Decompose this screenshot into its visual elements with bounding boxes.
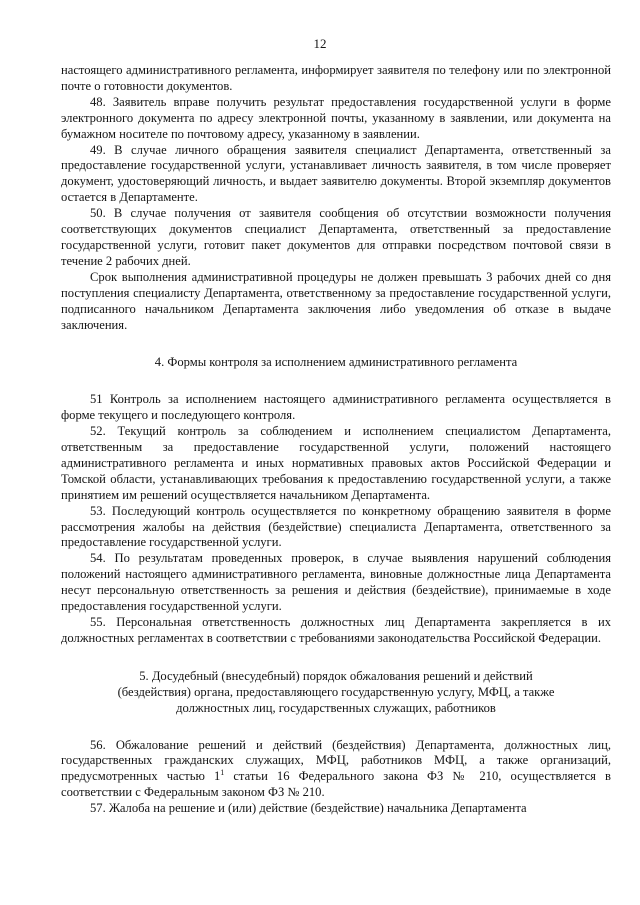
- paragraph-48: 48. Заявитель вправе получить результат предоставления государственной услуги в форме электронного документа по адресу электронной почты, указанному в заявлении, или документа на бумажном носителе по почтовому адресу, указанному в заявлении.: [61, 94, 611, 141]
- paragraph-56-part-a: 56. Обжалование решений и действий (бездействия) Департамента, должностных лиц, государственных гражданских служащих, МФЦ, работников МФЦ, а также организаций, предусмотренных частью 1: [61, 737, 611, 784]
- paragraph-50: 50. В случае получения от заявителя сообщения об отсутствии возможности получения соответствующих документов специалист Департамента, ответственный за предоставление государственной услуги, готовит пакет документов для отправки посредством почтовой связи в течение 2 рабочих дней.: [61, 206, 611, 268]
- paragraph-54: 54. По результатам проведенных проверок, в случае выявления нарушений соблюдения положений настоящего административного регламента, виновные должностные лица Департамента несут персональную ответственность за решения и действия (бездействие), принимаемые в ходе предоставления государственной услуги.: [61, 551, 611, 614]
- section-5-heading-line-3: должностных лиц, государственных служащих, работников: [176, 700, 496, 715]
- section-5-heading: [61, 669, 611, 717]
- paragraph-56-superscript: 1: [220, 768, 225, 778]
- section-4-heading: 4. Формы контроля за исполнением административного регламента: [154, 355, 518, 370]
- paragraph-56-part-b: статьи 16 Федерального закона ФЗ № 210, осуществляется в соответствии с Федеральным законом ФЗ № 210.: [61, 769, 611, 800]
- paragraph-55: 55. Персональная ответственность должностных лиц Департамента закрепляется в их должностных регламентах в соответствии с требованиями законодательства Российской Федерации.: [61, 615, 611, 645]
- page-number: 12: [313, 36, 327, 51]
- paragraph-50-deadline: Срок выполнения административной процедуры не должен превышать 3 рабочих дней со дня поступления специалисту Департамента, ответственному за предоставление государственной услуги, подписанного начальником Департамента заключения либо уведомления об отказе в выдаче заключения.: [61, 269, 611, 332]
- document-body: [61, 63, 611, 817]
- section-5-heading-line-1: 5. Досудебный (внесудебный) порядок обжалования решений и действий: [139, 668, 533, 683]
- paragraph-continuation: настоящего административного регламента, информирует заявителя по телефону или по электронной почте о готовности документов.: [61, 63, 611, 93]
- paragraph-53: 53. Последующий контроль осуществляется по конкретному обращению заявителя в форме рассмотрения жалобы на действия (бездействие) специалиста Департамента, ответственного за предоставление государственной услуги.: [61, 503, 611, 550]
- paragraph-52: 52. Текущий контроль за соблюдением и исполнением специалистом Департамента, ответственным за предоставление государственной услуги, положений настоящего административного регламента и иных нормативных правовых актов Российской Федерации и Томской области, устанавливающих требования к предоставлению государственной услуги, а также принятием им решений осуществляется начальником Департамента.: [61, 424, 611, 502]
- paragraph-57: 57. Жалоба на решение и (или) действие (бездействие) начальника Департамента: [90, 801, 527, 816]
- section-5-heading-line-2: (бездействия) органа, предоставляющего государственную услугу, МФЦ, а также: [117, 684, 555, 699]
- paragraph-56: [61, 738, 611, 802]
- paragraph-51: 51 Контроль за исполнением настоящего административного регламента осуществляется в форме текущего и последующего контроля.: [61, 392, 611, 423]
- paragraph-49: 49. В случае личного обращения заявителя специалист Департамента, ответственный за предоставление государственной услуги, устанавливает личность заявителя, в том числе проверяет документ, удостоверяющий личность, и выдает заявителю документы. Второй экземпляр документов остается в Департаменте.: [61, 142, 611, 205]
